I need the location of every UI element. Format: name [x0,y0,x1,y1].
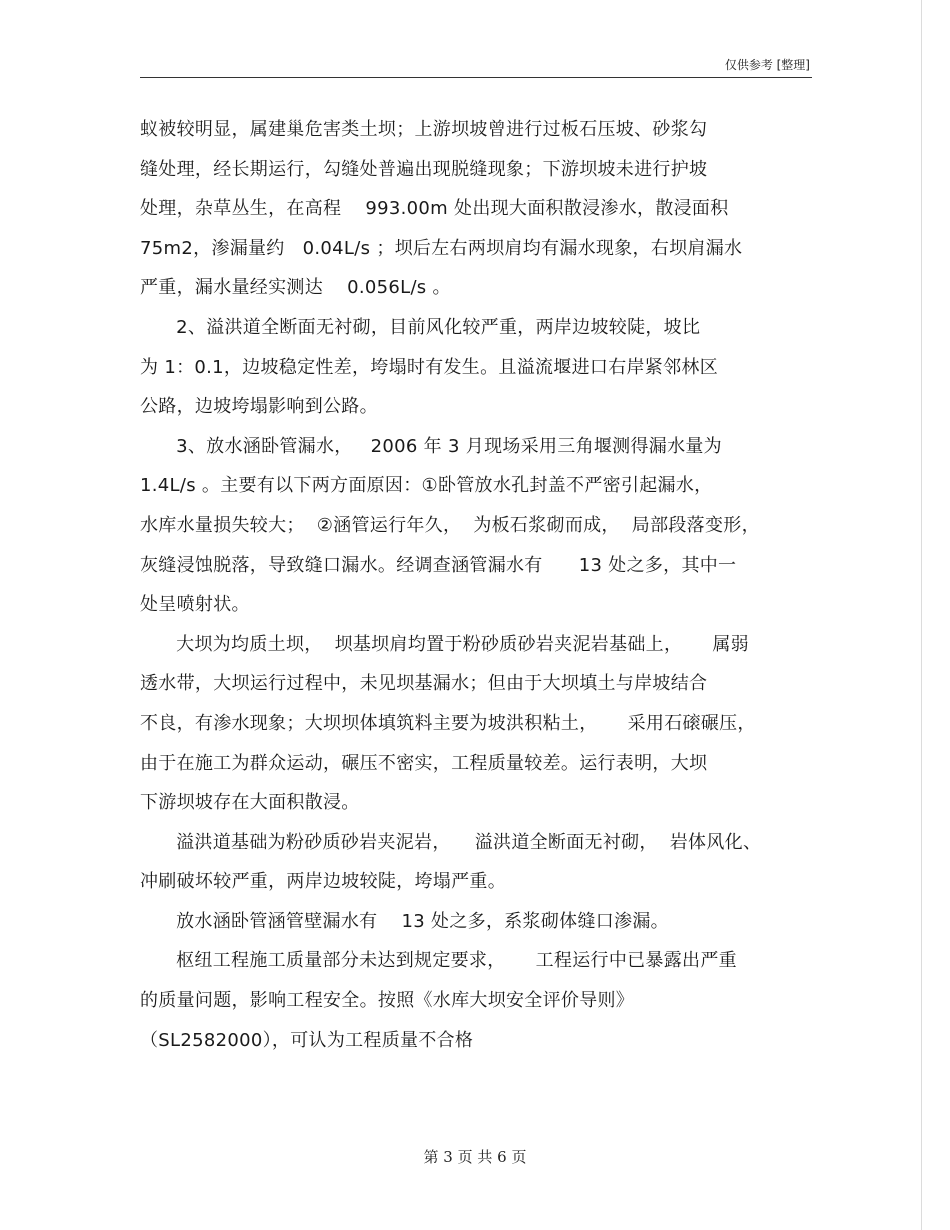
text-line: 不良，有渗水现象；大坝坝体填筑料主要为坡洪积粘土， 采用石磙碾压， [140,712,756,734]
text-line: 枢纽工程施工质量部分未达到规定要求， 工程运行中已暴露出严重 [140,950,737,972]
text-line: 由于在施工为群众运动，碾压不密实，工程质量较差。运行表明，大坝 [140,752,708,774]
text-line: 3、放水涵卧管漏水， 2006 年 3 月现场采用三角堰测得漏水量为 [140,435,722,457]
header-divider [140,77,812,78]
page-edge [921,0,922,1230]
text-line: 严重，漏水量经实测达 0.056L/s 。 [140,277,451,299]
page-header: 仅供参考 [整理] [724,58,810,72]
text-line: 溢洪道基础为粉砂质砂岩夹泥岩， 溢洪道全断面无衬砌， 岩体风化、 [140,831,762,853]
text-line: 蚁被较明显，属建巢危害类土坝；上游坝坡曾进行过板石压坡、砂浆勾 [140,119,708,140]
text-line: 2、溢洪道全断面无衬砌，目前风化较严重，两岸边坡较陡，坡比 [140,316,701,338]
text-line: 放水涵卧管涵管壁漏水有 13 处之多，系浆砌体缝口渗漏。 [140,910,669,932]
text-line: 透水带，大坝运行过程中，未见坝基漏水；但由于大坝填土与岸坡结合 [140,673,708,695]
text-line: 的质量问题，影响工程安全。按照《水库大坝安全评价导则》 [140,990,635,1012]
text-line: （SL2582000），可认为工程质量不合格 [140,1029,474,1051]
body-text [140,110,812,1060]
text-line: 处呈喷射状。 [140,594,250,616]
text-line: 冲刷破坏较严重，两岸边坡较陡，垮塌严重。 [140,871,506,893]
text-line: 下游坝坡存在大面积散浸。 [140,792,360,814]
text-line: 灰缝浸蚀脱落，导致缝口漏水。经调查涵管漏水有 13 处之多，其中一 [140,554,737,576]
text-line: 处理，杂草丛生，在高程 993.00m 处出现大面积散浸渗水，散浸面积 [140,198,729,220]
text-line: 缝处理，经长期运行，勾缝处普遍出现脱缝现象；下游坝坡未进行护坡 [140,158,708,180]
page-footer: 第 3 页 共 6 页 [423,1148,527,1166]
text-line: 为 1：0.1，边坡稳定性差，垮塌时有发生。且溢流堰进口右岸紧邻林区 [140,356,718,378]
text-line: 公路，边坡垮塌影响到公路。 [140,396,378,418]
text-line: 水库水量损失较大； ②涵管运行年久， 为板石浆砌而成， 局部段落变形， [140,514,760,536]
text-line: 大坝为均质土坝， 坝基坝肩均置于粉砂质砂岩夹泥岩基础上， 属弱 [140,633,749,655]
text-line: 1.4L/s 。主要有以下两方面原因：①卧管放水孔封盖不严密引起漏水， [140,475,713,497]
text-line: 75m2，渗漏量约 0.04L/s ；坝后左右两坝肩均有漏水现象，右坝肩漏水 [140,237,743,259]
